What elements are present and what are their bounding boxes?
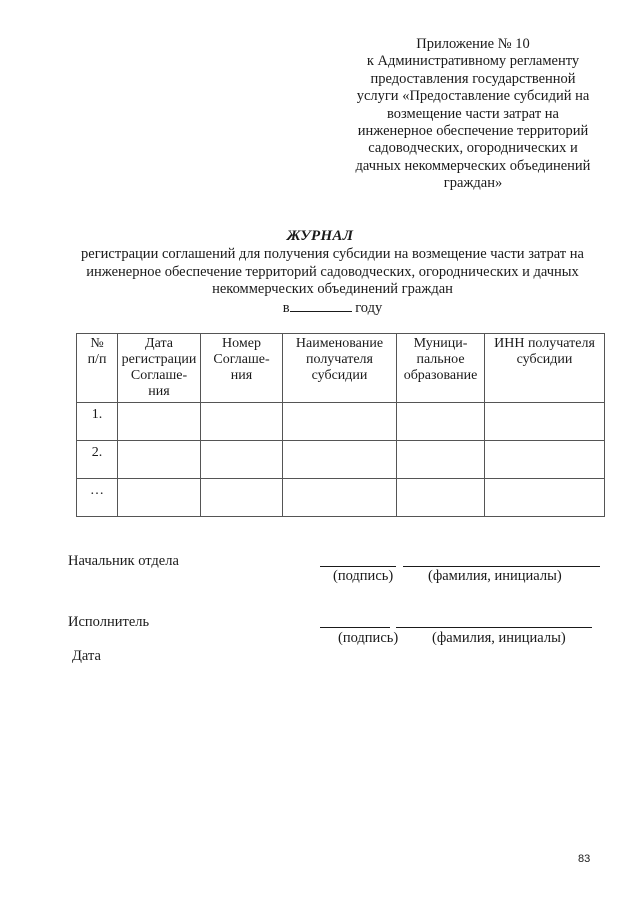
executor-name-caption: (фамилия, инициалы) bbox=[432, 630, 566, 646]
subtitle-line: инженерное обеспечение территорий садоводческих, огороднических и дачных bbox=[86, 263, 579, 280]
column-header-date: Дата регистрации Соглаше- ния bbox=[118, 334, 201, 403]
table-cell bbox=[485, 403, 605, 441]
year-line bbox=[40, 299, 625, 318]
table-cell bbox=[485, 441, 605, 479]
appendix-line: дачных некоммерческих объединений bbox=[355, 157, 591, 174]
table-cell: 2. bbox=[77, 441, 118, 479]
table-cell: 1. bbox=[77, 403, 118, 441]
table-row bbox=[77, 441, 605, 479]
year-prefix: в bbox=[282, 299, 290, 316]
table-cell: … bbox=[77, 479, 118, 517]
head-signature-caption: (подпись) bbox=[333, 568, 394, 584]
table-cell bbox=[283, 403, 397, 441]
table-cell bbox=[397, 441, 485, 479]
executor-signature-caption: (подпись) bbox=[338, 630, 399, 646]
table-cell bbox=[397, 403, 485, 441]
subtitle-line: регистрации соглашений для получения субсидии на возмещение части затрат на bbox=[81, 246, 584, 262]
appendix-block bbox=[338, 36, 608, 193]
appendix-line: садоводческих, огороднических и bbox=[368, 140, 578, 157]
head-name-caption: (фамилия, инициалы) bbox=[428, 568, 562, 584]
appendix-line: Приложение № 10 bbox=[416, 36, 530, 52]
page-number: 83 bbox=[578, 853, 591, 865]
date-label: Дата bbox=[72, 648, 101, 664]
column-header-agreement-number: Номер Соглаше- ния bbox=[201, 334, 283, 403]
column-header-recipient-name: Наименование получателя субсидии bbox=[283, 334, 397, 403]
appendix-line: возмещение части затрат на bbox=[387, 105, 559, 122]
appendix-line: граждан» bbox=[443, 175, 503, 192]
table-cell bbox=[118, 479, 201, 517]
head-signature-line bbox=[320, 566, 396, 567]
column-header-inn: ИНН получателя субсидии bbox=[485, 334, 605, 403]
table-row bbox=[77, 479, 605, 517]
table-cell bbox=[118, 441, 201, 479]
registration-table bbox=[76, 333, 605, 517]
table-cell bbox=[201, 441, 283, 479]
table-cell bbox=[397, 479, 485, 517]
executor-signature-line bbox=[320, 627, 390, 628]
appendix-line: к Административному регламенту bbox=[366, 53, 580, 70]
year-suffix: году bbox=[355, 299, 383, 316]
column-header-number: № п/п bbox=[77, 334, 118, 403]
appendix-line: инженерное обеспечение территорий bbox=[357, 123, 589, 140]
journal-subtitle bbox=[40, 246, 625, 317]
table-cell bbox=[201, 403, 283, 441]
appendix-line: услуги «Предоставление субсидий на bbox=[356, 88, 590, 105]
table-cell bbox=[283, 479, 397, 517]
executor-label: Исполнитель bbox=[68, 614, 150, 630]
head-of-department-label: Начальник отдела bbox=[68, 553, 179, 569]
table-cell bbox=[283, 441, 397, 479]
table-cell bbox=[118, 403, 201, 441]
year-blank bbox=[290, 299, 352, 312]
journal-title: ЖУРНАЛ bbox=[286, 228, 354, 244]
table-cell bbox=[201, 479, 283, 517]
column-header-municipality: Муници- пальное образование bbox=[397, 334, 485, 403]
executor-name-line bbox=[396, 627, 592, 628]
subtitle-line: некоммерческих объединений граждан bbox=[212, 281, 453, 297]
table-row bbox=[77, 403, 605, 441]
table-cell bbox=[485, 479, 605, 517]
head-name-line bbox=[403, 566, 600, 567]
appendix-line: предоставления государственной bbox=[370, 70, 576, 87]
table-header-row bbox=[77, 334, 605, 403]
